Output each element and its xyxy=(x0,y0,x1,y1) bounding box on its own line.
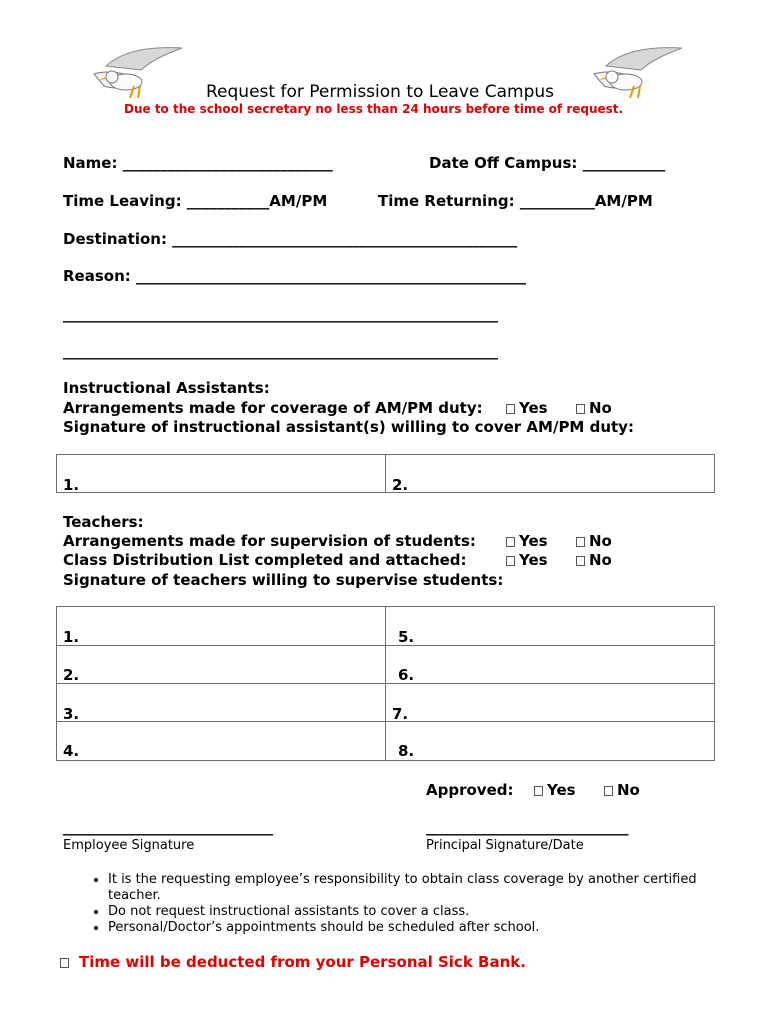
reason-line-3[interactable]: __________________________________________________________ xyxy=(63,342,498,360)
date-off-campus-field[interactable]: Date Off Campus: ___________ xyxy=(429,154,666,172)
checkbox-icon[interactable] xyxy=(506,537,515,547)
principal-signature-line[interactable]: ___________________________ xyxy=(426,818,629,836)
notes-list xyxy=(86,872,728,936)
employee-signature-caption: Employee Signature xyxy=(63,838,195,853)
ia-no-label: No xyxy=(589,399,612,417)
teachers-heading: Teachers: xyxy=(63,513,144,531)
checkbox-icon xyxy=(60,958,69,968)
seagull-icon xyxy=(86,44,186,99)
checkbox-icon[interactable] xyxy=(534,786,543,796)
checkbox-icon[interactable] xyxy=(506,556,515,566)
checkbox-icon[interactable] xyxy=(576,537,585,547)
ia-slot-1[interactable]: 1. xyxy=(63,476,80,494)
destination-field[interactable]: Destination: ______________________________________________ xyxy=(63,230,518,248)
ia-heading: Instructional Assistants: xyxy=(63,379,270,397)
distribution-no[interactable]: No xyxy=(576,551,612,569)
subtitle: Due to the school secretary no less than 24 hours before time of request. xyxy=(124,102,624,116)
teacher-slot-1[interactable]: 1. xyxy=(63,628,80,646)
checkbox-icon[interactable] xyxy=(506,404,515,414)
teachers-arr-yes[interactable]: Yes xyxy=(506,532,548,550)
teachers-arr-no[interactable]: No xyxy=(576,532,612,550)
teacher-slot-2[interactable]: 2. xyxy=(63,666,80,684)
teacher-slot-3[interactable]: 3. xyxy=(63,705,80,723)
teacher-slot-8[interactable]: 8. xyxy=(398,742,415,760)
distribution-yes[interactable]: Yes xyxy=(506,551,548,569)
employee-signature-line[interactable]: ____________________________ xyxy=(63,818,273,836)
time-returning-field[interactable]: Time Returning: __________AM/PM xyxy=(378,192,653,210)
ia-no-option[interactable] xyxy=(576,399,612,417)
ia-yes-option[interactable] xyxy=(506,399,548,417)
checkbox-icon[interactable] xyxy=(576,556,585,566)
reason-field[interactable]: Reason: ____________________________________________________ xyxy=(63,267,526,285)
time-leaving-field[interactable]: Time Leaving: ___________AM/PM xyxy=(63,192,328,210)
ia-signature-label: Signature of instructional assistant(s) willing to cover AM/PM duty: xyxy=(63,418,634,436)
seagull-icon xyxy=(586,44,686,99)
teachers-signature-label: Signature of teachers willing to supervise students: xyxy=(63,571,504,589)
approved-yes[interactable]: Yes xyxy=(534,781,576,799)
sick-bank-warning: Time will be deducted from your Personal Sick Bank. xyxy=(60,953,526,971)
teachers-arrangements-label: Arrangements made for supervision of students: xyxy=(63,532,476,550)
teacher-slot-4[interactable]: 4. xyxy=(63,742,80,760)
list-item: • Do not request instructional assistants to cover a class. xyxy=(108,904,728,920)
teacher-slot-6[interactable]: 6. xyxy=(398,666,415,684)
approved-no[interactable]: No xyxy=(604,781,640,799)
ia-yes-label: Yes xyxy=(519,399,548,417)
reason-line-2[interactable]: __________________________________________________________ xyxy=(63,305,498,323)
teacher-slot-7[interactable]: 7. xyxy=(392,705,409,723)
distribution-label: Class Distribution List completed and attached: xyxy=(63,551,467,569)
list-item: • Personal/Doctor’s appointments should be scheduled after school. xyxy=(108,920,728,936)
list-item: • It is the requesting employee’s responsibility to obtain class coverage by another certified teacher. xyxy=(108,872,728,904)
teacher-slot-5[interactable]: 5. xyxy=(398,628,415,646)
page-title: Request for Permission to Leave Campus xyxy=(206,82,555,102)
name-field[interactable]: Name: ____________________________ xyxy=(63,154,333,172)
principal-signature-caption: Principal Signature/Date xyxy=(426,838,584,853)
ia-slot-2[interactable]: 2. xyxy=(392,476,409,494)
checkbox-icon[interactable] xyxy=(604,786,613,796)
approved-label: Approved: xyxy=(426,781,514,799)
checkbox-icon[interactable] xyxy=(576,404,585,414)
ia-arrangements-label: Arrangements made for coverage of AM/PM duty: xyxy=(63,399,483,417)
